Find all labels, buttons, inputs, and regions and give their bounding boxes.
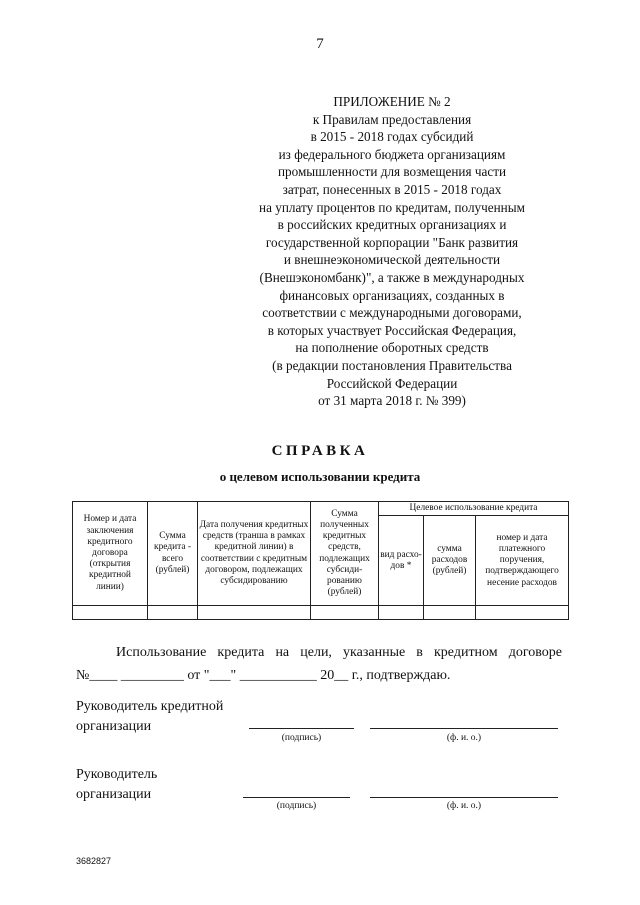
- appendix-line: (Внешэкономбанк)", а также в международных: [259, 269, 525, 285]
- header-credit-sum: Сумма кредита - всего (рублей): [148, 502, 198, 606]
- document-title: СПРАВКА: [271, 443, 369, 459]
- appendix-line: (в редакции постановления Правительства: [272, 357, 512, 373]
- table-cell: [311, 606, 379, 620]
- table-cell: [424, 606, 476, 620]
- name-caption: (ф. и. о.): [446, 801, 482, 811]
- appendix-line: Российской Федерации: [326, 375, 458, 391]
- signature-caption: (подпись): [281, 733, 322, 743]
- signature-line: [249, 728, 354, 729]
- signature-label-line: организации: [76, 787, 152, 802]
- table-cell: [476, 606, 569, 620]
- appendix-line: финансовых организациях, созданных в: [279, 287, 505, 303]
- confirmation-line-2: №____ _________ от "___" ___________ 20__ г., подтверждаю.: [76, 668, 451, 683]
- appendix-line: и внешнеэкономической деятельности: [283, 252, 501, 268]
- signature-caption: (подпись): [276, 801, 317, 811]
- appendix-line: государственной корпорации "Банк развития: [265, 234, 519, 250]
- appendix-line: к Правилам предоставления: [312, 111, 472, 127]
- appendix-line: из федерального бюджета организациям: [278, 146, 506, 162]
- signature-label-line: организации: [76, 719, 152, 734]
- appendix-line: в 2015 - 2018 годах субсидий: [310, 129, 474, 145]
- table-cell: [379, 606, 424, 620]
- signature-label-credit-org: [76, 697, 223, 737]
- confirmation-text: [76, 641, 562, 687]
- header-received-sum: Сумма полученных кредитных средств, подлежащих субсиди-рованию (рублей): [311, 502, 379, 606]
- confirmation-line-1: Использование кредита на цели, указанные в кредитном договоре: [116, 645, 562, 660]
- table-row: [73, 606, 569, 620]
- table-cell: [73, 606, 148, 620]
- header-expense-type: вид расхо-дов *: [379, 516, 424, 606]
- appendix-line: в которых участвует Российская Федерация,: [267, 322, 517, 338]
- header-receipt-date: Дата получения кредитных средств (транша в рамках кредитной линии) в соответствии с кредитным договором, подлежащих субсидированию: [198, 502, 311, 606]
- header-contract: Номер и дата заключения кредитного договора (открытия кредитной линии): [73, 502, 148, 606]
- appendix-line: ПРИЛОЖЕНИЕ № 2: [333, 94, 451, 109]
- appendix-line: на пополнение оборотных средств: [295, 340, 489, 356]
- signature-label-line: Руководитель: [76, 767, 158, 782]
- header-expense-sum: сумма расходов (рублей): [424, 516, 476, 606]
- document-subtitle: о целевом использовании кредита: [219, 469, 421, 484]
- page-number: 7: [316, 36, 324, 52]
- signature-label-line: Руководитель кредитной: [76, 699, 224, 714]
- document-code: 3682827: [76, 856, 112, 866]
- appendix-line: от 31 марта 2018 г. № 399): [318, 393, 466, 409]
- appendix-line: на уплату процентов по кредитам, полученным: [259, 199, 525, 215]
- table-cell: [148, 606, 198, 620]
- table-cell: [198, 606, 311, 620]
- header-payment-order: номер и дата платежного поручения, подтверждающего несение расходов: [476, 516, 569, 606]
- name-caption: (ф. и. о.): [446, 733, 482, 743]
- appendix-line: соответствии с международными договорами,: [262, 305, 522, 321]
- credit-usage-table: [72, 501, 569, 620]
- signature-line: [243, 797, 350, 798]
- appendix-heading: [232, 93, 552, 410]
- signature-label-org: [76, 765, 157, 805]
- appendix-line: в российских кредитных организациях и: [277, 217, 507, 233]
- header-target-use: Целевое использование кредита: [379, 502, 569, 516]
- appendix-line: промышленности для возмещения части: [277, 164, 507, 180]
- name-line: [370, 728, 558, 729]
- appendix-line: затрат, понесенных в 2015 - 2018 годах: [282, 181, 502, 197]
- name-line: [370, 797, 558, 798]
